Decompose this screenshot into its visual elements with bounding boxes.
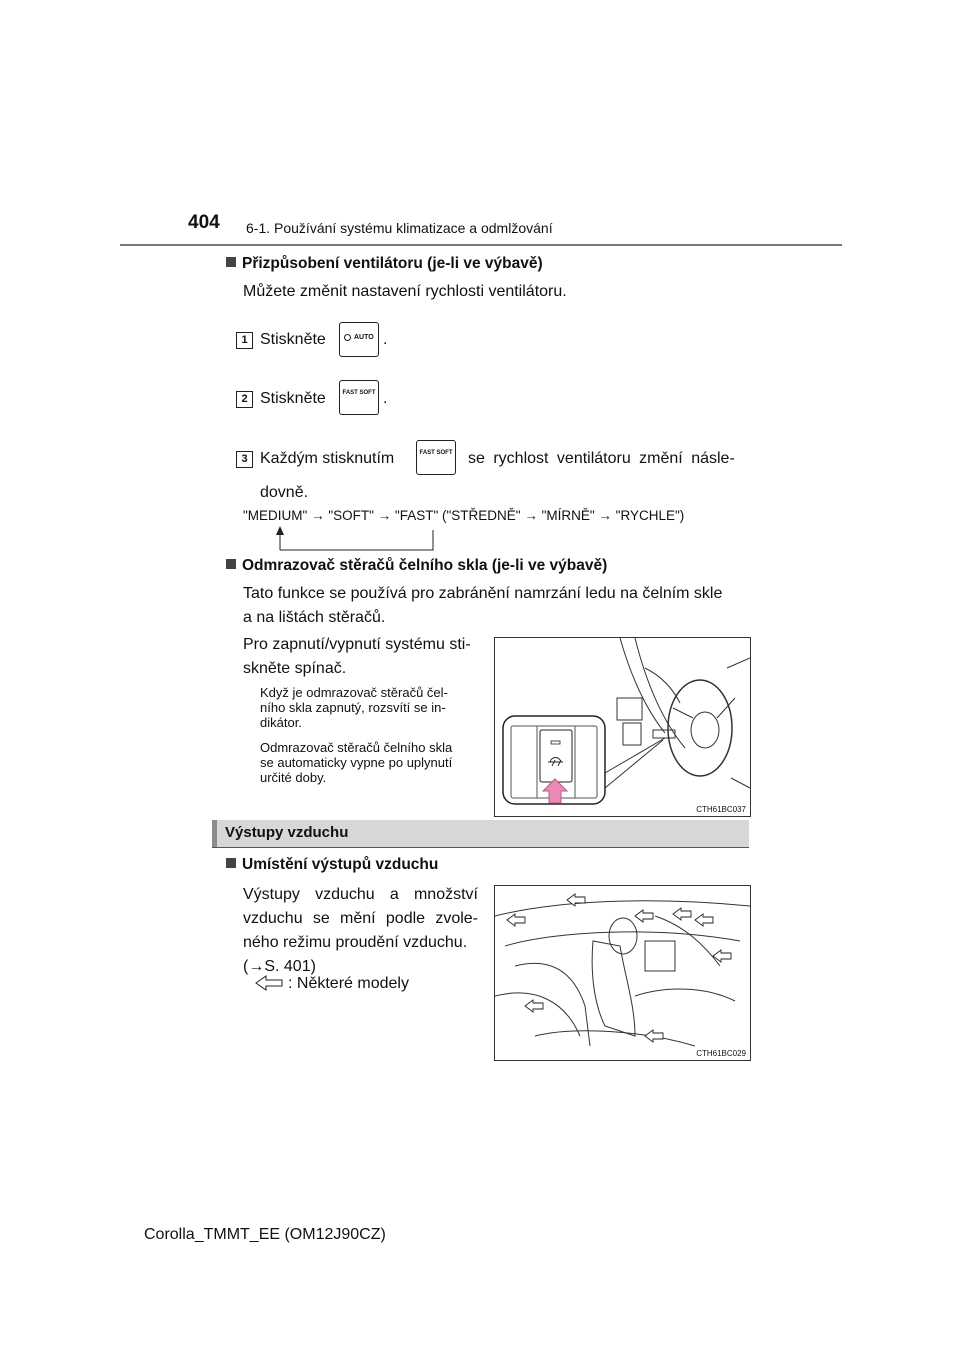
step-3-text: Každým stisknutím <box>260 450 395 467</box>
square-bullet-icon <box>226 559 236 569</box>
deicer-heading-text: Odmrazovač stěračů čelního skla (je-li ve výbavě) <box>242 557 608 574</box>
header-divider <box>120 244 842 246</box>
step-2-dot: . <box>383 390 388 407</box>
section-divider <box>212 847 749 848</box>
step-1-text: Stiskněte <box>260 331 326 348</box>
deicer-switch-figure <box>494 637 751 817</box>
outlets-heading-text: Umístění výstupů vzduchu <box>242 856 439 873</box>
note-line: dikátor. <box>260 715 302 730</box>
fan-intro: Můžete změnit nastavení rychlosti ventilátoru. <box>243 283 567 300</box>
fast-soft-label: FAST SOFT <box>342 390 376 396</box>
note-line: určité doby. <box>260 770 327 785</box>
note-line: se automaticky vypne po uplynutí <box>260 755 453 770</box>
text-line: Výstupy vzduchu a množství <box>243 886 478 903</box>
step-1-dot: . <box>383 331 388 348</box>
cycle-arrow-icon <box>272 526 436 552</box>
figure-code: CTH61BC029 <box>696 1049 746 1058</box>
step-2-number: 2 <box>236 391 253 408</box>
text-line: ného režimu proudění vzduchu. <box>243 934 468 951</box>
deicer-instruction-line2: skněte spínač. <box>243 660 347 677</box>
figure-code: CTH61BC037 <box>696 805 746 814</box>
section-bar <box>212 820 749 847</box>
note-line: Když je odmrazovač stěračů čel- <box>260 685 448 700</box>
step-1-number: 1 <box>236 332 253 349</box>
outlets-description <box>243 883 478 979</box>
text-line: (→S. 401) <box>243 958 316 975</box>
step-2-text: Stiskněte <box>260 390 326 407</box>
document-footer: Corolla_TMMT_EE (OM12J90CZ) <box>144 1226 386 1243</box>
fan-heading-text: Přizpůsobení ventilátoru (je-li ve výbavě) <box>242 255 543 272</box>
note-line: ního skla zapnutý, rozsvítí se in- <box>260 700 446 715</box>
outlets-legend: : Některé modely <box>288 975 409 992</box>
section-title: Výstupy vzduchu <box>225 824 349 841</box>
square-bullet-icon <box>226 858 236 868</box>
air-outlet-legend-icon <box>254 974 284 992</box>
step-3-text-after: se rychlost ventilátoru změní násle- <box>468 450 735 467</box>
deicer-note-2 <box>260 740 452 785</box>
step-3-number: 3 <box>236 451 253 468</box>
text-line: vzduchu se mění podle zvole- <box>243 910 478 927</box>
auto-button-label: AUTO <box>354 334 374 341</box>
square-bullet-icon <box>226 257 236 267</box>
auto-button-icon <box>339 322 379 357</box>
deicer-intro-line2: a na lištách stěračů. <box>243 609 386 626</box>
note-line: Odmrazovač stěračů čelního skla <box>260 740 453 755</box>
fan-speed-sequence: "MEDIUM" → "SOFT" → "FAST" ("STŘEDNĚ" → "MÍRNĚ" → "RYCHLE") <box>243 508 685 523</box>
fast-soft-label: FAST SOFT <box>419 450 453 456</box>
deicer-instruction-line1: Pro zapnutí/vypnutí systému sti- <box>243 636 471 653</box>
deicer-heading <box>226 557 607 575</box>
chapter-title: 6-1. Používání systému klimatizace a odmlžování <box>246 220 553 236</box>
deicer-intro-line1: Tato funkce se používá pro zabránění namrzání ledu na čelním skle <box>243 585 723 602</box>
interior-illustration <box>495 886 750 1060</box>
indicator-dot-icon <box>344 334 351 341</box>
fast-soft-button-icon <box>416 440 456 475</box>
deicer-note-1 <box>260 685 448 730</box>
dashboard-illustration <box>495 638 750 816</box>
fast-soft-button-icon <box>339 380 379 415</box>
air-outlets-figure <box>494 885 751 1061</box>
outlets-heading <box>226 856 438 874</box>
page-number: 404 <box>188 212 220 233</box>
step-3-continuation: dovně. <box>260 484 309 501</box>
fan-heading <box>226 255 543 273</box>
